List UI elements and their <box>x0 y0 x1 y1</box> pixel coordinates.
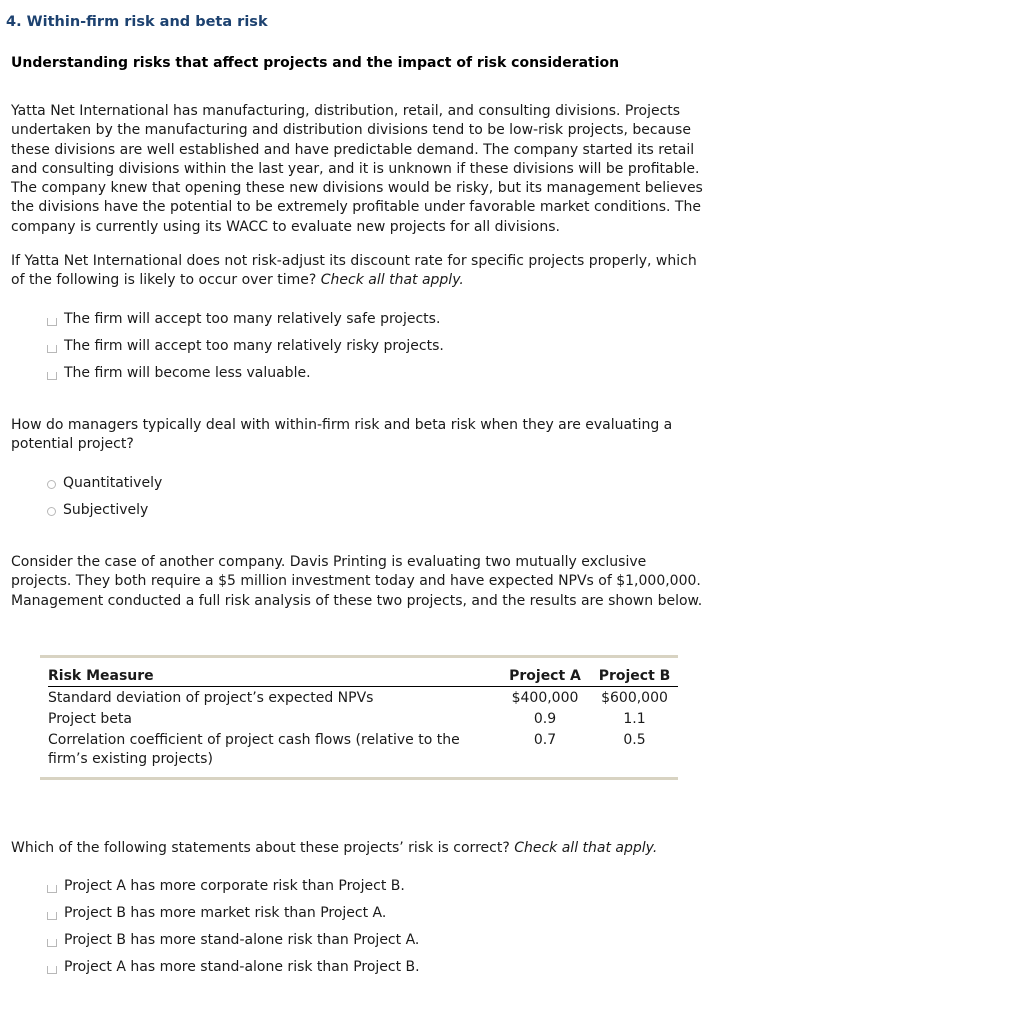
option-label: Subjectively <box>63 502 149 518</box>
q2-option-2[interactable] <box>47 501 148 519</box>
q3-option-4[interactable] <box>47 958 420 976</box>
checkbox[interactable] <box>47 912 57 920</box>
checkbox[interactable] <box>47 372 57 380</box>
intro-line: and consulting divisions within the last year, and it is unknown if these divisions will be profitable. <box>11 160 700 177</box>
case-line: Consider the case of another company. Davis Printing is evaluating two mutually exclusive <box>11 554 647 570</box>
q3-line <box>11 839 657 858</box>
q1-option-3[interactable] <box>47 364 311 382</box>
q2-line: How do managers typically deal with within-firm risk and beta risk when they are evaluating a <box>11 417 673 433</box>
question-header: 4. Within-firm risk and beta risk <box>6 14 268 30</box>
option-label: The firm will accept too many relatively risky projects. <box>64 338 444 354</box>
case-line: projects. They both require a $5 million investment today and have expected NPVs of $1,000,000. <box>11 573 701 590</box>
header-project-a: Project A <box>499 667 591 687</box>
table-header-row <box>48 667 678 687</box>
q1-option-1[interactable] <box>47 310 440 328</box>
checkbox[interactable] <box>47 345 57 353</box>
table-row <box>48 708 678 729</box>
table-row <box>48 729 678 769</box>
q3-option-3[interactable] <box>47 931 419 949</box>
intro-line: company is currently using its WACC to evaluate new projects for all divisions. <box>11 218 560 235</box>
cell-project-b: $600,000 <box>601 690 668 706</box>
cell-project-b: 0.5 <box>623 732 646 748</box>
q3-option-1[interactable] <box>47 877 405 895</box>
intro-paragraph <box>11 102 703 237</box>
cell-project-a: $400,000 <box>511 690 579 706</box>
risk-table <box>40 655 678 780</box>
intro-line: The company knew that opening these new divisions would be risky, but its management believes <box>11 180 703 197</box>
option-label: Project B has more market risk than Project A. <box>64 905 387 921</box>
q2-line: potential project? <box>11 436 134 453</box>
case-paragraph <box>11 553 702 611</box>
cell-measure: Standard deviation of project’s expected NPVs <box>48 690 374 706</box>
q3-instruction: Check all that apply. <box>514 840 658 856</box>
intro-line: these divisions are well established and have predictable demand. The company started its retail <box>11 141 695 158</box>
option-label: Project B has more stand-alone risk than Project A. <box>64 932 420 948</box>
cell-project-b: 1.1 <box>623 711 646 727</box>
q1-prompt <box>11 252 697 291</box>
header-risk-measure: Risk Measure <box>48 667 499 687</box>
section-title: Understanding risks that affect projects and the impact of risk consideration <box>11 55 620 71</box>
q1-instruction: Check all that apply. <box>320 272 464 289</box>
cell-measure-line: Correlation coefficient of project cash flows (relative to the <box>48 732 460 748</box>
intro-line: the divisions have the potential to be extremely profitable under favorable market conditions. The <box>11 199 701 216</box>
cell-measure-line: firm’s existing projects) <box>48 751 213 767</box>
option-label: The firm will accept too many relatively safe projects. <box>64 311 441 327</box>
q2-option-1[interactable] <box>47 474 162 492</box>
checkbox[interactable] <box>47 939 57 947</box>
option-label: The firm will become less valuable. <box>64 365 311 381</box>
q1-option-2[interactable] <box>47 337 444 355</box>
q1-line-2 <box>11 271 697 290</box>
radio-button[interactable] <box>47 480 56 489</box>
q3-prompt <box>11 839 657 858</box>
header-project-b: Project B <box>591 667 678 687</box>
checkbox[interactable] <box>47 966 57 974</box>
cell-measure: Project beta <box>48 711 132 727</box>
q3-line-text: Which of the following statements about these projects’ risk is correct? <box>11 840 510 856</box>
option-label: Project A has more corporate risk than Project B. <box>64 878 405 894</box>
q1-line: If Yatta Net International does not risk-adjust its discount rate for specific projects properly, which <box>11 253 697 269</box>
radio-button[interactable] <box>47 507 56 516</box>
option-label: Quantitatively <box>63 475 163 491</box>
checkbox[interactable] <box>47 318 57 326</box>
q3-option-2[interactable] <box>47 904 386 922</box>
intro-line: undertaken by the manufacturing and distribution divisions tend to be low-risk projects, because <box>11 122 691 139</box>
table-row <box>48 687 678 709</box>
cell-project-a: 0.9 <box>533 711 557 727</box>
intro-line: Yatta Net International has manufacturing, distribution, retail, and consulting divisions. Projects <box>11 103 681 119</box>
option-label: Project A has more stand-alone risk than Project B. <box>64 959 420 975</box>
q2-prompt <box>11 416 672 455</box>
checkbox[interactable] <box>47 885 57 893</box>
case-line: Management conducted a full risk analysis of these two projects, and the results are shown below. <box>11 592 703 609</box>
cell-project-a: 0.7 <box>533 732 557 748</box>
q1-line-text: of the following is likely to occur over time? <box>11 272 317 289</box>
cell-measure <box>48 729 499 769</box>
